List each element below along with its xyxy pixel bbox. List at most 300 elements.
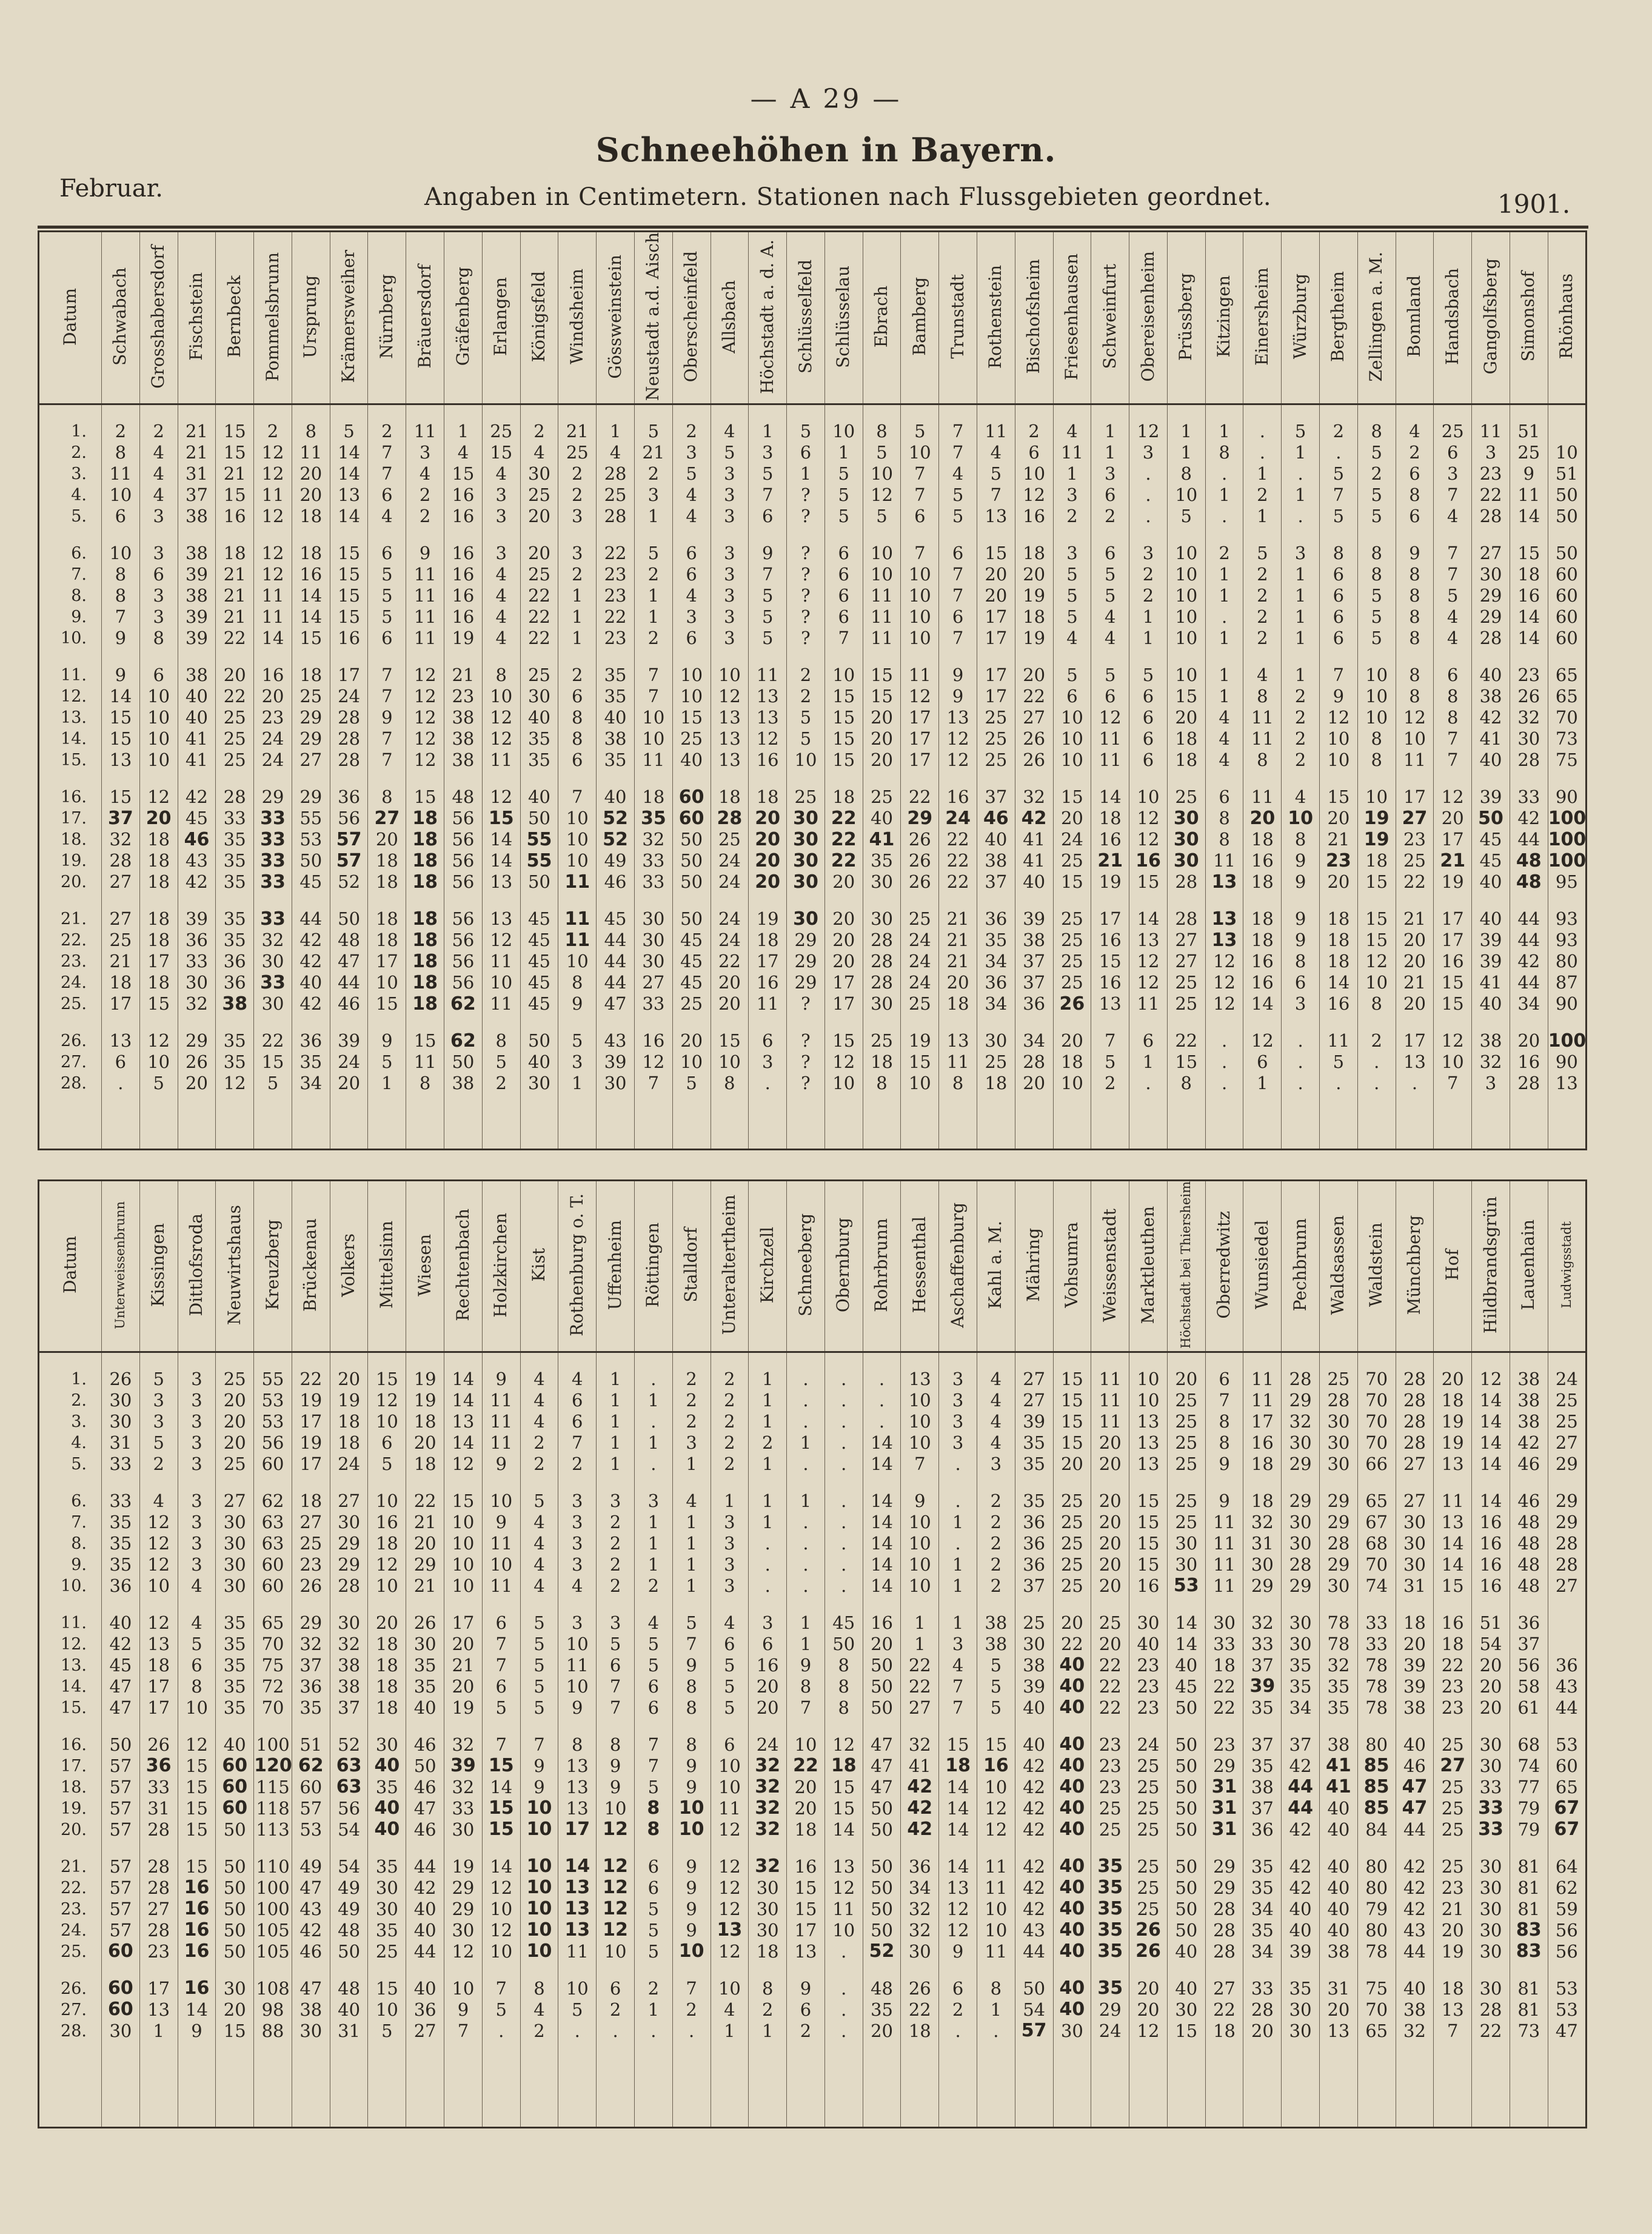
snow-depth-cell: 46 — [1510, 1454, 1548, 1475]
snow-depth-cell: 9 — [939, 649, 977, 686]
snow-depth-cell: 8 — [482, 649, 520, 686]
snow-depth-cell: 70 — [254, 1697, 292, 1719]
snow-depth-cell: 35 — [216, 893, 254, 930]
snow-depth-cell: 12 — [482, 1920, 520, 1941]
snow-depth-cell: 80 — [1357, 1920, 1396, 1941]
snow-depth-cell: 7 — [102, 606, 140, 628]
snow-depth-cell: 20 — [368, 1597, 406, 1634]
snow-depth-cell: 10 — [977, 1899, 1015, 1920]
snow-depth-cell: 37 — [1015, 951, 1053, 972]
snow-depth-cell: 10 — [1320, 750, 1358, 771]
snow-depth-cell: 21 — [444, 1655, 483, 1676]
snow-depth-cell — [1167, 1575, 1205, 1597]
snow-depth-cell — [1053, 1941, 1091, 1962]
day-cell: 1. — [39, 1352, 102, 1390]
snow-depth-cell: 12 — [1357, 951, 1396, 972]
snow-depth-cell: 38 — [444, 707, 483, 728]
max-depth-value: 24 — [945, 807, 971, 829]
snow-depth-cell: 52 — [330, 871, 368, 893]
max-depth-value: 85 — [1363, 1776, 1389, 1798]
snow-depth-cell: 1 — [597, 1432, 635, 1454]
max-depth-value: 40 — [1059, 1776, 1085, 1798]
snow-depth-cell: 11 — [1053, 442, 1091, 463]
snow-depth-cell: 39 — [1015, 1676, 1053, 1697]
snow-depth-cell: 10 — [368, 1999, 406, 2021]
max-depth-value: 42 — [907, 1776, 933, 1798]
snow-depth-cell — [1015, 808, 1053, 829]
snow-depth-cell: 3 — [1053, 485, 1091, 506]
snow-depth-cell: 40 — [1472, 993, 1510, 1015]
snow-depth-cell: 14 — [1167, 1597, 1205, 1634]
snow-depth-cell: 4 — [482, 606, 520, 628]
snow-depth-cell: 13 — [787, 1941, 825, 1962]
snow-depth-cell: 40 — [597, 707, 635, 728]
snow-depth-cell — [901, 808, 939, 829]
snow-depth-cell: 56 — [1548, 1920, 1586, 1941]
snow-depth-cell: 12 — [139, 1554, 178, 1575]
snow-depth-cell: 10 — [1053, 728, 1091, 750]
snow-depth-cell: 1 — [749, 1411, 787, 1432]
station-header — [1510, 1181, 1548, 1352]
snow-depth-cell: 36 — [1243, 1819, 1282, 1840]
snow-depth-cell: 15 — [1129, 1475, 1168, 1512]
empty-cell — [901, 2042, 939, 2128]
snow-depth-cell: 10 — [711, 1777, 749, 1798]
snow-depth-cell: 20 — [1434, 1920, 1472, 1941]
snow-depth-cell: 5 — [368, 1052, 406, 1073]
snow-depth-cell: . — [977, 2021, 1015, 2042]
snow-depth-cell: 43 — [178, 850, 216, 871]
snow-depth-cell — [178, 1899, 216, 1920]
snow-depth-cell: 6 — [1320, 564, 1358, 585]
snow-depth-cell: 13 — [749, 707, 787, 728]
snow-depth-cell: 24 — [711, 930, 749, 951]
snow-depth-cell — [254, 893, 292, 930]
station-header — [939, 232, 977, 404]
snow-depth-cell: 10 — [444, 1962, 483, 1999]
snow-depth-cell — [1472, 1798, 1510, 1819]
snow-depth-cell: 1 — [787, 1475, 825, 1512]
table-row — [39, 707, 1587, 728]
snow-depth-cell: 32 — [1320, 1655, 1358, 1676]
snow-depth-cell — [520, 1899, 558, 1920]
snow-depth-cell: 50 — [863, 1676, 901, 1697]
station-header — [1053, 232, 1091, 404]
snow-depth-cell: 42 — [1282, 1877, 1320, 1899]
max-depth-value: 10 — [1288, 807, 1313, 829]
snow-depth-cell: 8 — [1205, 1432, 1243, 1454]
snow-depth-cell: 25 — [1053, 1475, 1091, 1512]
snow-depth-cell: 2 — [1396, 442, 1434, 463]
snow-depth-cell: 1 — [558, 585, 597, 606]
snow-depth-cell: 6 — [368, 527, 406, 564]
station-header — [901, 1181, 939, 1352]
snow-depth-cell: 24 — [254, 750, 292, 771]
snow-depth-cell: 93 — [1548, 893, 1586, 930]
snow-depth-cell: 48 — [330, 1920, 368, 1941]
station-header — [1129, 1181, 1168, 1352]
snow-depth-cell: 50 — [1548, 506, 1586, 527]
station-header — [482, 232, 520, 404]
snow-depth-cell: 19 — [406, 1390, 444, 1411]
snow-depth-cell: 18 — [1205, 2021, 1243, 2042]
snow-depth-cell: 30 — [1282, 1999, 1320, 2021]
snow-depth-cell: 10 — [1167, 628, 1205, 649]
snow-depth-cell: 7 — [634, 649, 672, 686]
snow-depth-cell: 33 — [1243, 1962, 1282, 1999]
snow-depth-cell: 3 — [482, 485, 520, 506]
snow-depth-cell: 7 — [787, 1697, 825, 1719]
snow-depth-cell: 14 — [330, 463, 368, 485]
max-depth-value: 46 — [184, 828, 210, 850]
station-name: Gössweinstein — [604, 254, 625, 379]
snow-depth-cell: 20 — [1320, 1999, 1358, 2021]
snow-depth-cell: 10 — [444, 1512, 483, 1533]
table-row — [39, 1798, 1587, 1819]
snow-depth-cell: 1 — [139, 2021, 178, 2042]
station-name: Zellingen a. M. — [1366, 251, 1386, 382]
snow-depth-cell: 14 — [1167, 1634, 1205, 1655]
snow-depth-cell: 3 — [711, 463, 749, 485]
day-cell: 14. — [39, 728, 102, 750]
snow-depth-cell: 49 — [330, 1899, 368, 1920]
snow-depth-cell: 7 — [901, 485, 939, 506]
snow-depth-cell: 7 — [368, 442, 406, 463]
snow-depth-cell: 27 — [330, 1475, 368, 1512]
snow-depth-cell: 30 — [1053, 2021, 1091, 2042]
snow-depth-cell: 8 — [863, 404, 901, 443]
snow-depth-cell: 15 — [1167, 2021, 1205, 2042]
snow-depth-cell: 78 — [1357, 1655, 1396, 1676]
snow-depth-cell: 9 — [102, 628, 140, 649]
snow-depth-cell: . — [787, 1512, 825, 1533]
snow-depth-cell: 1 — [939, 1597, 977, 1634]
snow-depth-cell: 18 — [368, 1533, 406, 1554]
snow-depth-cell: 49 — [330, 1877, 368, 1899]
snow-depth-cell: . — [939, 1454, 977, 1475]
snow-depth-cell: 2 — [1320, 404, 1358, 443]
snow-depth-cell — [558, 930, 597, 951]
snow-depth-cell: 22 — [1205, 1697, 1243, 1719]
station-name: Gräfenberg — [452, 267, 473, 366]
day-cell: 23. — [39, 1899, 102, 1920]
snow-depth-cell: 17 — [824, 972, 863, 993]
snow-depth-cell: 16 — [216, 506, 254, 527]
snow-depth-cell: 36 — [1548, 1655, 1586, 1676]
snow-depth-cell: 11 — [634, 750, 672, 771]
snow-depth-cell: 20 — [1167, 1352, 1205, 1390]
station-name: Dittlofsroda — [186, 1213, 207, 1317]
snow-depth-cell: 25 — [977, 707, 1015, 728]
snow-depth-cell: 20 — [977, 564, 1015, 585]
snow-depth-cell: 9 — [1320, 686, 1358, 707]
snow-depth-cell: 22 — [1091, 1676, 1129, 1697]
snow-depth-cell: 4 — [139, 463, 178, 485]
snow-depth-cell: 28 — [139, 1819, 178, 1840]
header-datum — [39, 1181, 102, 1352]
snow-depth-cell: 35 — [292, 1052, 330, 1073]
station-header — [711, 232, 749, 404]
empty-cell — [711, 2042, 749, 2128]
snow-depth-cell: 50 — [330, 1941, 368, 1962]
snow-depth-cell: 19 — [749, 893, 787, 930]
snow-depth-cell: 25 — [1434, 1840, 1472, 1877]
station-name: Schlüsselfeld — [795, 260, 815, 374]
snow-depth-cell: 28 — [1205, 1899, 1243, 1920]
snow-depth-cell: . — [939, 1533, 977, 1554]
snow-depth-cell: . — [1282, 1015, 1320, 1052]
snow-depth-cell: 22 — [520, 628, 558, 649]
snow-depth-cell: 8 — [1243, 750, 1282, 771]
snow-depth-cell: 32 — [1396, 2021, 1434, 2042]
max-depth-value: 63 — [336, 1755, 362, 1777]
station-header — [787, 1181, 825, 1352]
snow-depth-cell: 35 — [1243, 1697, 1282, 1719]
empty-cell — [977, 1094, 1015, 1150]
snow-depth-cell: 17 — [787, 1920, 825, 1941]
snow-depth-cell: 24 — [1053, 829, 1091, 850]
snow-depth-cell: 15 — [139, 993, 178, 1015]
station-header — [139, 232, 178, 404]
snow-depth-cell: 15 — [1167, 686, 1205, 707]
snow-depth-cell: 5 — [939, 506, 977, 527]
snow-depth-cell: 39 — [330, 1015, 368, 1052]
snow-depth-cell: 27 — [1548, 1575, 1586, 1597]
snow-depth-cell: 2 — [977, 1554, 1015, 1575]
snow-depth-cell: 12 — [977, 1819, 1015, 1840]
snow-depth-cell: 3 — [178, 1454, 216, 1475]
snow-depth-cell: 5 — [824, 506, 863, 527]
snow-depth-cell: 15 — [1357, 893, 1396, 930]
snow-depth-cell: 25 — [1129, 1777, 1168, 1798]
snow-depth-cell: 12 — [1129, 808, 1168, 829]
snow-depth-cell: 2 — [787, 649, 825, 686]
snow-depth-cell: 11 — [482, 1533, 520, 1554]
empty-cell — [444, 1094, 483, 1150]
snow-depth-cell: 46 — [1510, 1475, 1548, 1512]
snow-depth-cell: 32 — [1472, 1052, 1510, 1073]
snow-depth-cell: 3 — [939, 1411, 977, 1432]
max-depth-value: 29 — [907, 807, 933, 829]
snow-depth-cell: 6 — [558, 750, 597, 771]
snow-depth-cell: 39 — [178, 606, 216, 628]
snow-depth-cell: 23 — [1091, 1756, 1129, 1777]
snow-depth-cell: 20 — [1472, 1676, 1510, 1697]
snow-depth-cell: 80 — [1357, 1719, 1396, 1756]
empty-cell — [482, 1094, 520, 1150]
snow-depth-cell: 30 — [1282, 1533, 1320, 1554]
snow-depth-cell: 9 — [406, 527, 444, 564]
snow-depth-cell: 14 — [482, 850, 520, 871]
snow-depth-cell — [1053, 1676, 1091, 1697]
snow-depth-cell: 2 — [977, 1575, 1015, 1597]
snow-depth-cell: 13 — [139, 1634, 178, 1655]
snow-depth-cell: 29 — [1205, 1756, 1243, 1777]
snow-depth-cell: 11 — [1091, 1390, 1129, 1411]
snow-depth-cell: 7 — [939, 585, 977, 606]
max-depth-value: 19 — [1363, 828, 1389, 850]
empty-cell — [1282, 2042, 1320, 2128]
snow-depth-cell: 2 — [520, 1432, 558, 1454]
snow-depth-cell: 3 — [711, 585, 749, 606]
snow-depth-cell: 77 — [1510, 1777, 1548, 1798]
snow-depth-cell: 30 — [1205, 1597, 1243, 1634]
table-row — [39, 850, 1587, 871]
snow-depth-cell: 4 — [520, 1352, 558, 1390]
snow-depth-cell: 1 — [939, 1512, 977, 1533]
snow-depth-cell: 2 — [1243, 564, 1282, 585]
snow-depth-cell: 33 — [102, 1454, 140, 1475]
snow-depth-cell: 18 — [368, 850, 406, 871]
snow-depth-cell: 57 — [102, 1756, 140, 1777]
snow-depth-cell: 40 — [1282, 1899, 1320, 1920]
snow-depth-cell: 38 — [1320, 1941, 1358, 1962]
snow-depth-cell: ? — [787, 606, 825, 628]
snow-depth-cell: 42 — [406, 1877, 444, 1899]
max-depth-value: 60 — [222, 1755, 248, 1777]
snow-depth-cell: 25 — [1548, 1411, 1586, 1432]
snow-depth-cell: 6 — [824, 606, 863, 628]
station-header — [1357, 232, 1396, 404]
table-row — [39, 1390, 1587, 1411]
snow-depth-cell: 10 — [901, 442, 939, 463]
snow-depth-cell: 38 — [1320, 1719, 1358, 1756]
snow-depth-cell: 20 — [1091, 1533, 1129, 1554]
snow-depth-cell: 38 — [1510, 1390, 1548, 1411]
day-cell: 6. — [39, 527, 102, 564]
snow-depth-cell: 21 — [216, 585, 254, 606]
snow-depth-cell: . — [1243, 442, 1282, 463]
snow-depth-cell: 42 — [1396, 1877, 1434, 1899]
snow-depth-cell — [749, 1756, 787, 1777]
station-name: Ursprung — [300, 275, 321, 358]
snow-depth-cell: 33 — [178, 951, 216, 972]
snow-depth-cell: 12 — [482, 728, 520, 750]
snow-depth-cell: 34 — [1243, 1941, 1282, 1962]
snow-depth-cell: 10 — [482, 1941, 520, 1962]
snow-depth-cell: 2 — [787, 686, 825, 707]
snow-depth-cell: 21 — [444, 649, 483, 686]
snow-depth-cell: 12 — [824, 1877, 863, 1899]
snow-depth-cell: 20 — [1129, 1999, 1168, 2021]
snow-depth-cell: 90 — [1548, 993, 1586, 1015]
snow-depth-cell: 18 — [1243, 871, 1282, 893]
snow-depth-cell: 81 — [1510, 1962, 1548, 1999]
station-name: Uffenheim — [604, 1219, 625, 1310]
max-depth-value: 10 — [526, 1797, 552, 1819]
snow-depth-cell: 28 — [1472, 628, 1510, 649]
snow-depth-cell: 11 — [1510, 485, 1548, 506]
snow-depth-cell: 39 — [178, 564, 216, 585]
snow-depth-cell: 41 — [1015, 829, 1053, 850]
snow-depth-cell: 40 — [1015, 1697, 1053, 1719]
max-depth-value: 40 — [1059, 1676, 1085, 1697]
snow-depth-cell: 35 — [216, 871, 254, 893]
max-depth-value: 40 — [1059, 1697, 1085, 1719]
snow-depth-cell: 29 — [444, 1899, 483, 1920]
snow-depth-cell: 16 — [254, 649, 292, 686]
snow-depth-cell: 34 — [977, 993, 1015, 1015]
snow-depth-cell: 13 — [1129, 1411, 1168, 1432]
snow-depth-cell — [330, 850, 368, 871]
snow-depth-cell: 27 — [1205, 1962, 1243, 1999]
snow-depth-cell: 28 — [863, 930, 901, 951]
snow-depth-cell — [1053, 1999, 1091, 2021]
snow-depth-cell: 44 — [1510, 829, 1548, 850]
snow-depth-cell — [672, 1819, 711, 1840]
snow-depth-cell: 10 — [634, 707, 672, 728]
snow-depth-cell: 3 — [711, 628, 749, 649]
snow-depth-cell: 31 — [1396, 1575, 1434, 1597]
snow-depth-cell: 6 — [102, 1052, 140, 1073]
snow-depth-cell: 30 — [1472, 1840, 1510, 1877]
snow-depth-cell: 28 — [216, 771, 254, 808]
day-cell: 28. — [39, 1073, 102, 1094]
max-depth-value: 28 — [717, 807, 743, 829]
snow-depth-cell: 45 — [1472, 850, 1510, 871]
snow-depth-cell: 42 — [1510, 951, 1548, 972]
snow-depth-cell: 30 — [1396, 1533, 1434, 1554]
snow-depth-cell: 2 — [672, 404, 711, 443]
station-name: Bergtheim — [1328, 271, 1348, 362]
snow-depth-cell: 35 — [216, 829, 254, 850]
empty-cell — [863, 1094, 901, 1150]
snow-depth-cell — [254, 850, 292, 871]
snow-depth-cell: 48 — [1510, 1533, 1548, 1554]
snow-depth-cell: 70 — [1357, 1554, 1396, 1575]
snow-depth-cell: 8 — [749, 1962, 787, 1999]
snow-depth-cell: 29 — [1472, 606, 1510, 628]
snow-depth-cell: 2 — [254, 404, 292, 443]
snow-depth-cell: 34 — [292, 1073, 330, 1094]
snow-depth-cell: 3 — [1472, 1073, 1510, 1094]
snow-depth-cell — [178, 1920, 216, 1941]
snow-depth-cell: . — [1129, 506, 1168, 527]
max-depth-value: 10 — [526, 1919, 552, 1941]
snow-depth-cell: 16 — [1129, 1575, 1168, 1597]
max-depth-value: 53 — [1173, 1575, 1199, 1597]
table-row — [39, 1676, 1587, 1697]
empty-cell — [824, 1094, 863, 1150]
snow-depth-cell: 4 — [977, 1352, 1015, 1390]
snow-depth-cell: 25 — [102, 930, 140, 951]
snow-depth-cell: 100 — [254, 1877, 292, 1899]
snow-depth-cell: 11 — [102, 463, 140, 485]
table-row — [39, 1073, 1587, 1094]
snow-depth-cell: 30 — [178, 972, 216, 993]
snow-depth-cell: 20 — [444, 1634, 483, 1655]
snow-depth-cell: 56 — [330, 808, 368, 829]
snow-depth-cell: 10 — [901, 1073, 939, 1094]
snow-depth-cell: 1 — [634, 606, 672, 628]
snow-depth-cell: 79 — [1357, 1899, 1396, 1920]
snow-depth-cell: 11 — [901, 649, 939, 686]
max-depth-value: 100 — [1548, 1030, 1587, 1052]
snow-depth-cell: 78 — [1320, 1634, 1358, 1655]
snow-depth-cell: 37 — [1510, 1634, 1548, 1655]
snow-depth-cell: 8 — [102, 442, 140, 463]
snow-depth-cell: 10 — [444, 1575, 483, 1597]
empty-cell — [1205, 2042, 1243, 2128]
snow-depth-cell: 30 — [520, 686, 558, 707]
snow-depth-cell: 22 — [1205, 1676, 1243, 1697]
snow-depth-cell: 7 — [901, 527, 939, 564]
snow-depth-cell: 30 — [1472, 1920, 1510, 1941]
snow-depth-cell — [597, 829, 635, 850]
snow-depth-cell: 50 — [824, 1634, 863, 1655]
max-depth-value: 62 — [450, 1030, 476, 1052]
empty-cell — [330, 2042, 368, 2128]
